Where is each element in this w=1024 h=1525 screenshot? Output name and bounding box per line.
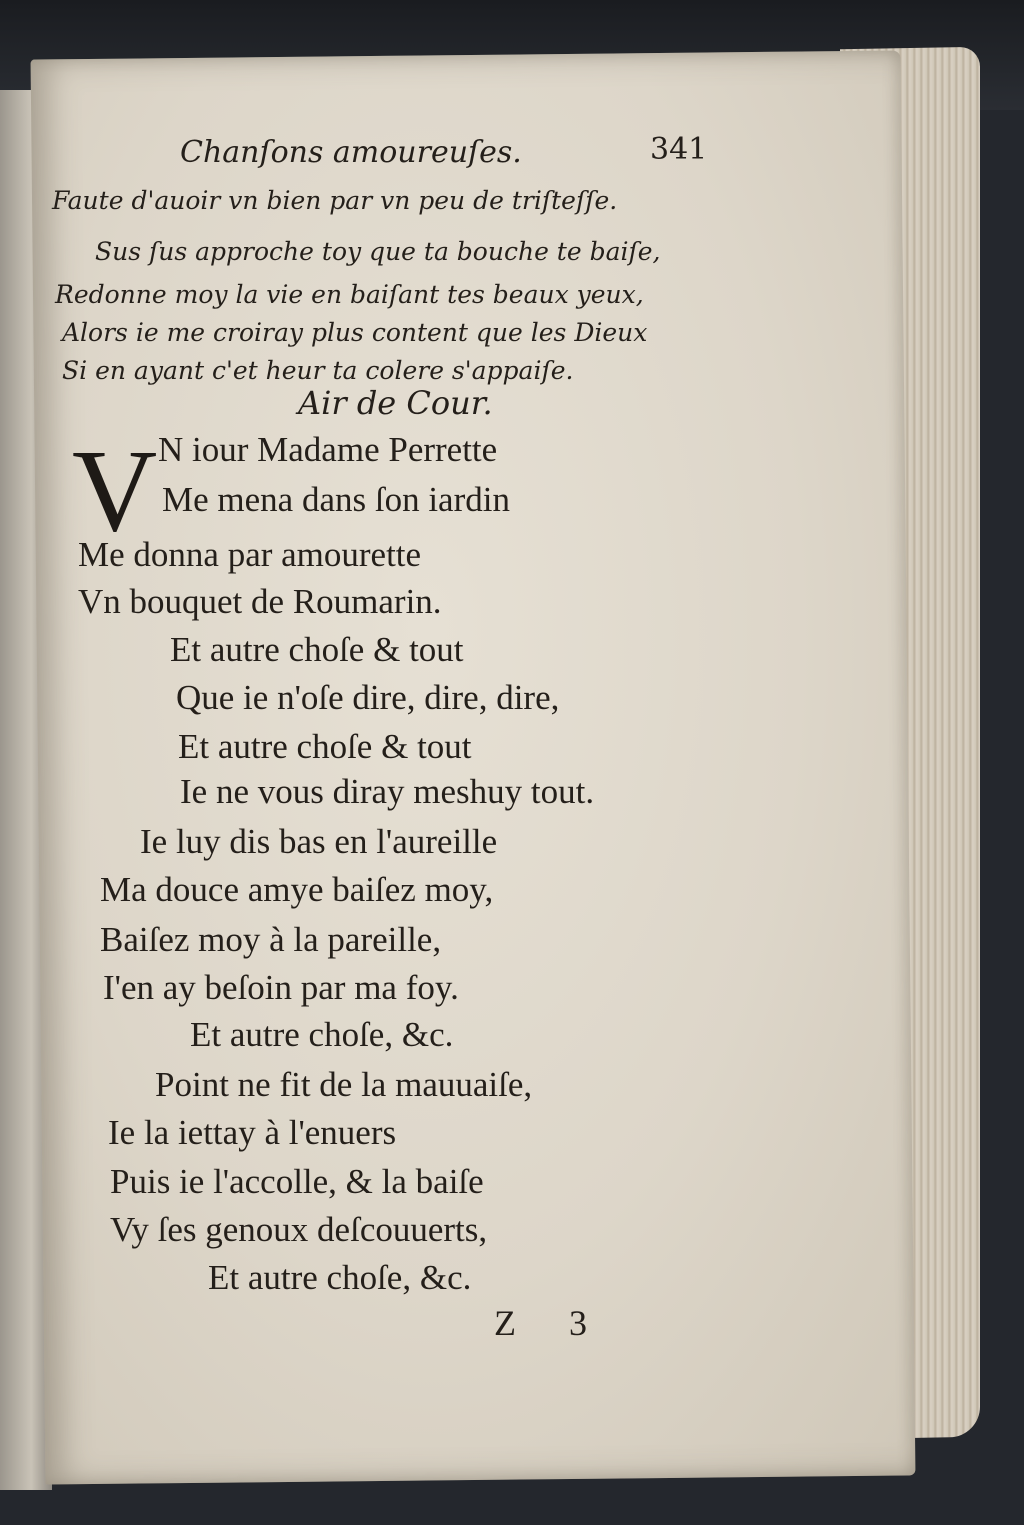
page-number: 341 — [650, 132, 708, 167]
verse-line-11: Baiſez moy à la pareille, — [100, 920, 442, 959]
verse-line-4: Vn bouquet de Roumarin. — [78, 582, 442, 621]
verse-line-18: Et autre choſe, &c. — [208, 1258, 472, 1297]
italic-line-4: Alors ie me croiray plus content que les Dieux — [62, 318, 648, 347]
italic-line-3: Redonne moy la vie en baiſant tes beaux yeux, — [55, 280, 644, 309]
verse-line-9: Ie luy dis bas en l'aureille — [140, 822, 498, 861]
italic-line-5: Si en ayant c'et heur ta colere s'appaiſe. — [62, 356, 574, 385]
verse-line-12: I'en ay beſoin par ma foy. — [103, 968, 459, 1007]
verse-line-2: Me mena dans ſon iardin — [162, 480, 510, 519]
running-header: Chanſons amoureuſes. — [180, 135, 522, 170]
verse-line-14: Point ne fit de la mauuaiſe, — [155, 1065, 533, 1104]
verse-line-3: Me donna par amourette — [78, 535, 422, 574]
drop-cap: V — [72, 425, 158, 556]
verse-line-16: Puis ie l'accolle, & la baiſe — [110, 1162, 484, 1201]
verse-line-1: N iour Madame Perrette — [158, 430, 498, 469]
verse-line-6: Que ie n'oſe dire, dire, dire, — [176, 678, 560, 717]
verse-line-17: Vy ſes genoux deſcouuerts, — [110, 1210, 488, 1249]
section-heading: Air de Cour. — [298, 384, 493, 422]
signature-mark: Z 3 — [494, 1303, 609, 1343]
verse-line-13: Et autre choſe, &c. — [190, 1015, 454, 1054]
verse-line-7: Et autre choſe & tout — [178, 727, 472, 766]
verse-line-10: Ma douce amye baiſez moy, — [100, 870, 494, 909]
verse-line-15: Ie la iettay à l'enuers — [108, 1113, 397, 1152]
verse-line-8: Ie ne vous diray meshuy tout. — [180, 772, 595, 811]
italic-line-2: Sus ſus approche toy que ta bouche te baiſe, — [95, 237, 661, 266]
italic-line-1: Faute d'auoir vn bien par vn peu de triſteſſe. — [52, 186, 618, 215]
verse-line-5: Et autre choſe & tout — [170, 630, 464, 669]
